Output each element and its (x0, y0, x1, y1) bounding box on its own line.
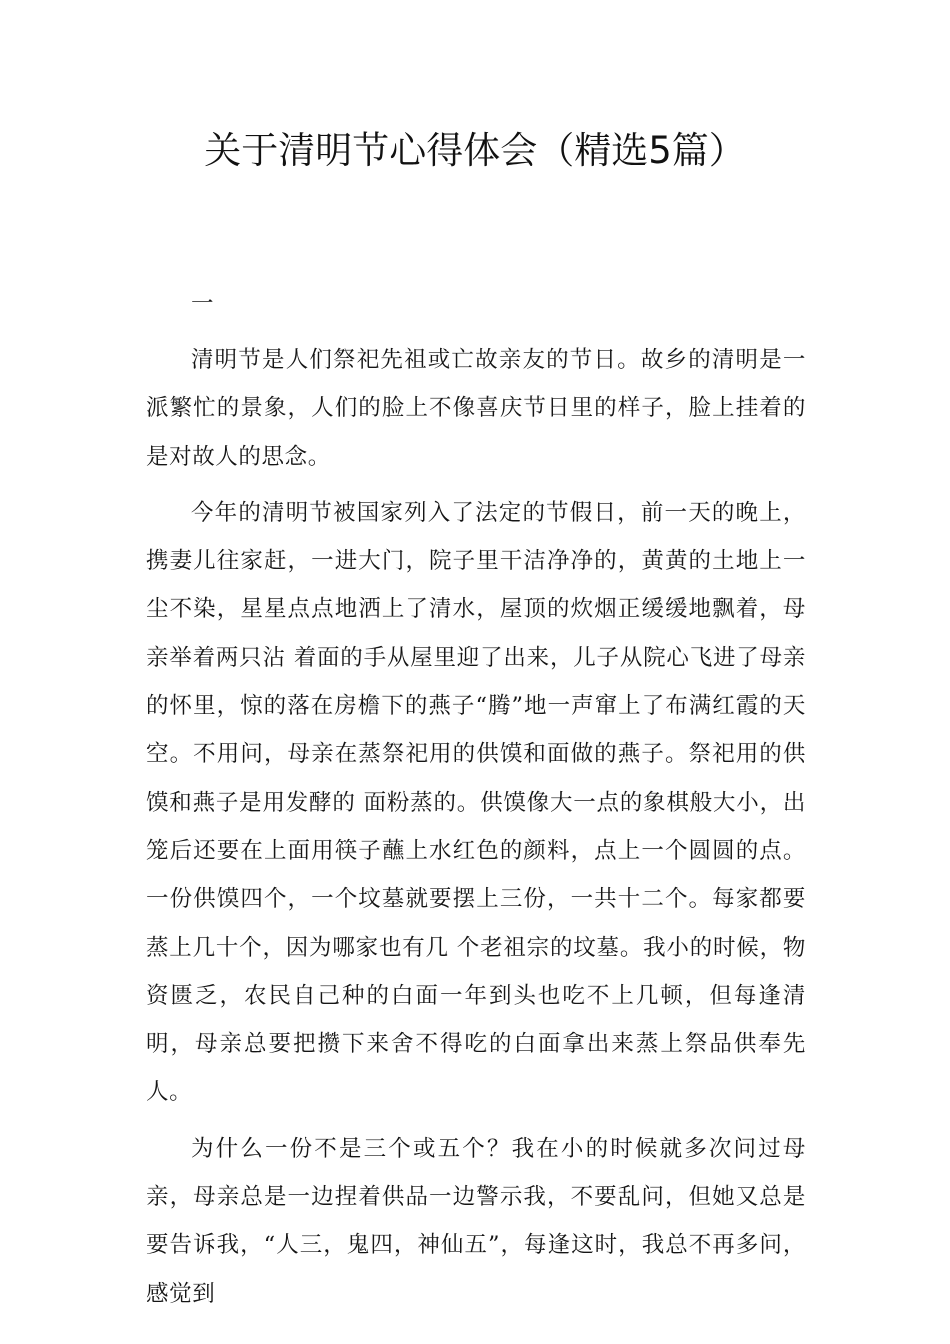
document-body (146, 280, 806, 1326)
paragraph-2: 今年的清明节被国家列入了法定的节假日，前一天的晚上，携妻儿往家赶，一进大门，院子里干洁净净的，黄黄的土地上一尘不染，星星点点地洒上了清水，屋顶的炊烟正缓缓地飘着，母亲举着两只沾 着面的手从屋里迎了出来，儿子从院心飞进了母亲的怀里，惊的落在房檐下的燕子“腾”地一声窜上了布满红霞的天空。不用问，母亲在蒸祭祀用的供馍和面做的燕子。祭祀用的供馍和燕子是用发酵的 面粉蒸的。供馍像大一点的象棋般大小，出笼后还要在上面用筷子蘸上水红色的颜料，点上一个圆圆的点。一份供馍四个，一个坟墓就要摆上三份，一共十二个。每家都要蒸上几十个，因为哪家也有几 个老祖宗的坟墓。我小的时候，物资匮乏，农民自己种的白面一年到头也吃不上几顿，但每逢清明，母亲总要把攒下来舍不得吃的白面拿出来蒸上祭品供奉先人。 (146, 499, 806, 1106)
paragraph-1: 清明节是人们祭祀先祖或亡故亲友的节日。故乡的清明是一派繁忙的景象，人们的脸上不像喜庆节日里的样子，脸上挂着的是对故人的思念。 (146, 347, 806, 470)
paragraph-3: 为什么一份不是三个或五个？我在小的时候就多次问过母亲，母亲总是一边捏着供品一边警示我，不要乱问，但她又总是要告诉我，“人三，鬼四，神仙五”，每逢这时，我总不再多问，感觉到 (146, 1135, 806, 1307)
section-number: 一 (191, 291, 215, 317)
document-title: 关于清明节心得体会（精选5篇） (204, 129, 746, 172)
